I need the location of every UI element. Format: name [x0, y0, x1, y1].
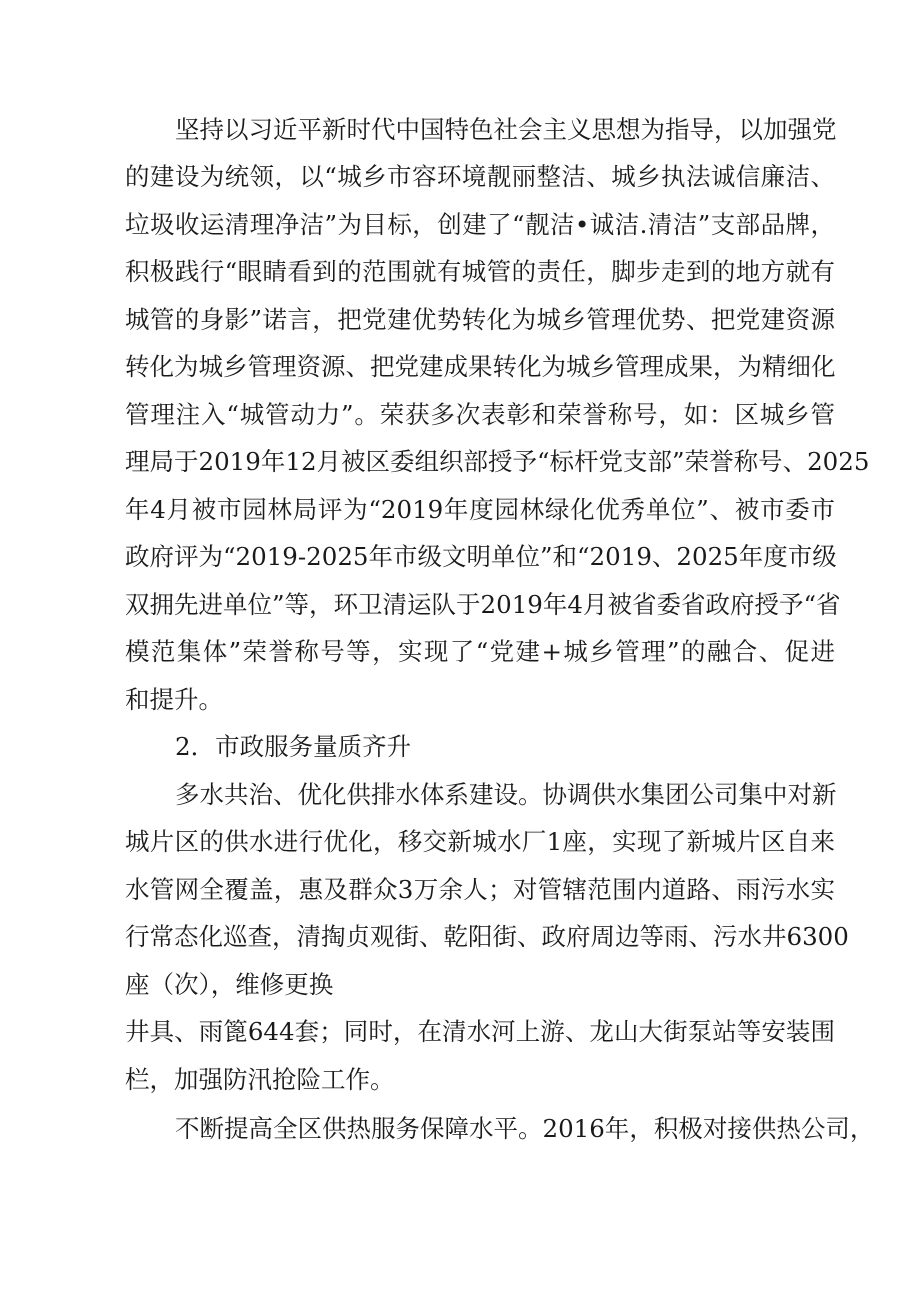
- paragraph-1-line-10: 政府评为“2019-2025年市级文明单位”和“2019、2025年度市级: [125, 542, 837, 571]
- paragraph-1-line-12: 模范集体”荣誉称号等，实现了“党建+城乡管理”的融合、促进: [125, 637, 835, 666]
- paragraph-1-line-5: 城管的身影”诺言，把党建优势转化为城乡管理优势、把党建资源: [125, 305, 835, 334]
- paragraph-1-line-9: 年4月被市园林局评为“2019年度园林绿化优秀单位”、被市委市: [125, 495, 835, 524]
- paragraph-1-line-13: 和提升。: [125, 685, 223, 714]
- section-heading: 2．市政服务量质齐升: [175, 732, 412, 761]
- paragraph-2-line-4: 行常态化巡查，清掏贞观街、乾阳街、政府周边等雨、污水井6300: [125, 922, 849, 951]
- paragraph-2-line-6: 井具、雨篦644套；同时，在清水河上游、龙山大街泵站等安装围: [125, 1017, 835, 1046]
- paragraph-2-line-5: 座（次），维修更换: [125, 970, 334, 999]
- paragraph-2-line-1: 多水共治、优化供排水体系建设。协调供水集团公司集中对新: [175, 780, 837, 809]
- paragraph-1-line-8: 理局于2019年12月被区委组织部授予“标杆党支部”荣誉称号、2025: [125, 447, 870, 476]
- paragraph-2-line-3: 水管网全覆盖，惠及群众3万余人；对管辖范围内道路、雨污水实: [125, 875, 835, 904]
- paragraph-2-line-7: 栏，加强防汛抢险工作。: [125, 1065, 395, 1094]
- paragraph-2-line-2: 城片区的供水进行优化，移交新城水厂1座，实现了新城片区自来: [125, 827, 835, 856]
- paragraph-1-line-11: 双拥先进单位”等，环卫清运队于2019年4月被省委省政府授予“省: [125, 590, 841, 619]
- paragraph-1-line-2: 的建设为统领，以“城乡市容环境靓丽整洁、城乡执法诚信廉洁、: [125, 162, 835, 191]
- paragraph-1-line-3: 垃圾收运清理净洁”为目标，创建了“靓洁•诚洁.清洁”支部品牌，: [125, 210, 835, 239]
- paragraph-1-line-4: 积极践行“眼睛看到的范围就有城管的责任，脚步走到的地方就有: [125, 257, 835, 286]
- paragraph-1-line-7: 管理注入“城管动力”。荣获多次表彰和荣誉称号，如：区城乡管: [125, 400, 835, 429]
- paragraph-1-line-6: 转化为城乡管理资源、把党建成果转化为城乡管理成果，为精细化: [125, 352, 836, 381]
- paragraph-1-line-1: 坚持以习近平新时代中国特色社会主义思想为指导，以加强党: [175, 115, 837, 144]
- paragraph-3-line-1: 不断提高全区供热服务保障水平。2016年，积极对接供热公司，: [175, 1114, 875, 1143]
